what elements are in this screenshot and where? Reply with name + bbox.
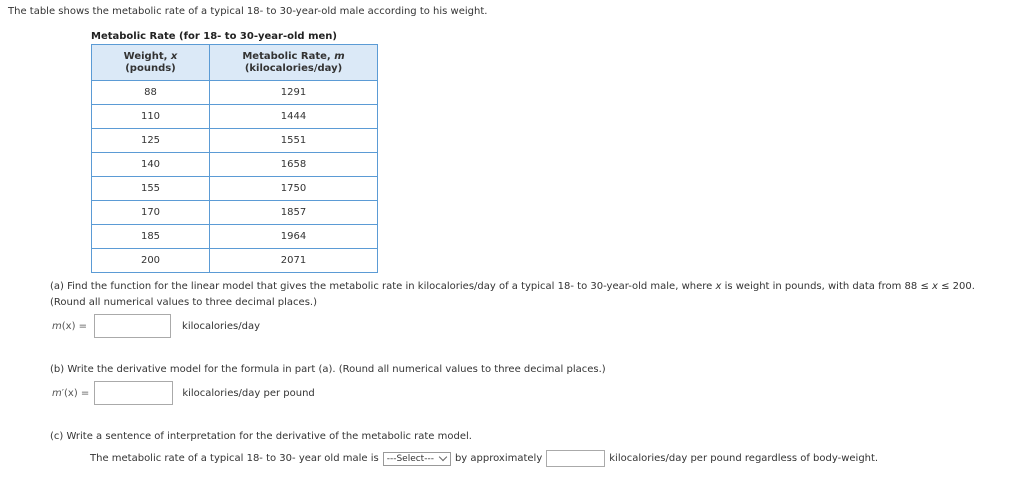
part-a-text-end: ≤ 200. <box>941 281 975 292</box>
part-b-label <box>52 388 89 399</box>
metabolic-rate-table <box>91 44 378 273</box>
table-row <box>92 201 378 225</box>
table-row <box>92 129 378 153</box>
part-a-question <box>50 281 975 292</box>
header-rate <box>210 45 378 81</box>
rate-cell: 1658 <box>210 153 378 177</box>
header-rate-unit: (kilocalories/day) <box>244 62 343 74</box>
intro-text: The table shows the metabolic rate of a typical 18- to 30-year-old male according to his weight. <box>8 6 488 17</box>
header-rate-label: Metabolic Rate, <box>242 50 331 62</box>
rate-cell: 1444 <box>210 105 378 129</box>
part-c-input[interactable] <box>546 450 605 467</box>
part-a-text-before: (a) Find the function for the linear model that gives the metabolic rate in kilocalories/day of a typical 18- to 30-year-old male, where <box>50 281 713 292</box>
direction-select[interactable] <box>383 452 451 466</box>
weight-cell: 200 <box>92 249 210 273</box>
part-b-question: (b) Write the derivative model for the formula in part (a). (Round all numerical values to three decimal places.) <box>50 364 606 375</box>
header-weight-var: x <box>170 50 178 62</box>
part-a-rounding-note: (Round all numerical values to three decimal places.) <box>50 297 317 308</box>
part-b-answer-row <box>52 381 315 405</box>
rate-cell: 1857 <box>210 201 378 225</box>
weight-cell: 170 <box>92 201 210 225</box>
weight-cell: 155 <box>92 177 210 201</box>
part-a-var-x: x <box>715 281 722 292</box>
part-a-fn: m <box>52 320 62 332</box>
chevron-down-icon <box>439 453 447 461</box>
header-rate-var: m <box>334 50 345 62</box>
part-c-sentence-start: The metabolic rate of a typical 18- to 30- year old male is <box>90 453 379 464</box>
rate-cell: 1551 <box>210 129 378 153</box>
part-b-unit: kilocalories/day per pound <box>182 387 315 399</box>
part-b-input[interactable] <box>94 381 173 405</box>
table-row <box>92 153 378 177</box>
weight-cell: 125 <box>92 129 210 153</box>
rate-cell: 2071 <box>210 249 378 273</box>
table-row <box>92 225 378 249</box>
part-a-label <box>52 321 87 332</box>
table-row <box>92 105 378 129</box>
part-c-question: (c) Write a sentence of interpretation for the derivative of the metabolic rate model. <box>50 431 472 442</box>
table-caption: Metabolic Rate (for 18- to 30-year-old men) <box>91 31 337 42</box>
rate-cell: 1750 <box>210 177 378 201</box>
weight-cell: 110 <box>92 105 210 129</box>
rate-cell: 1964 <box>210 225 378 249</box>
part-c-answer-row <box>90 450 878 467</box>
part-a-var-x2: x <box>932 281 938 292</box>
weight-cell: 185 <box>92 225 210 249</box>
weight-cell: 140 <box>92 153 210 177</box>
part-c-sentence-end: kilocalories/day per pound regardless of body-weight. <box>609 453 879 464</box>
part-b-arg: ′(x) = <box>61 387 90 399</box>
part-b-fn: m <box>52 387 62 399</box>
part-a-arg: (x) = <box>61 320 88 332</box>
header-weight-unit: (pounds) <box>125 62 176 74</box>
part-a-unit: kilocalories/day <box>182 320 261 332</box>
part-a-text-after: is weight in pounds, with data from 88 ≤ <box>724 281 929 292</box>
table-row <box>92 249 378 273</box>
table-row <box>92 177 378 201</box>
part-a-input[interactable] <box>94 314 171 338</box>
header-weight-label: Weight, <box>123 50 168 62</box>
part-a-answer-row <box>52 314 260 338</box>
part-c-sentence-mid: by approximately <box>454 453 543 464</box>
header-weight <box>92 45 210 81</box>
rate-cell: 1291 <box>210 81 378 105</box>
table-row <box>92 81 378 105</box>
direction-select-value: ---Select--- <box>386 453 434 464</box>
weight-cell: 88 <box>92 81 210 105</box>
